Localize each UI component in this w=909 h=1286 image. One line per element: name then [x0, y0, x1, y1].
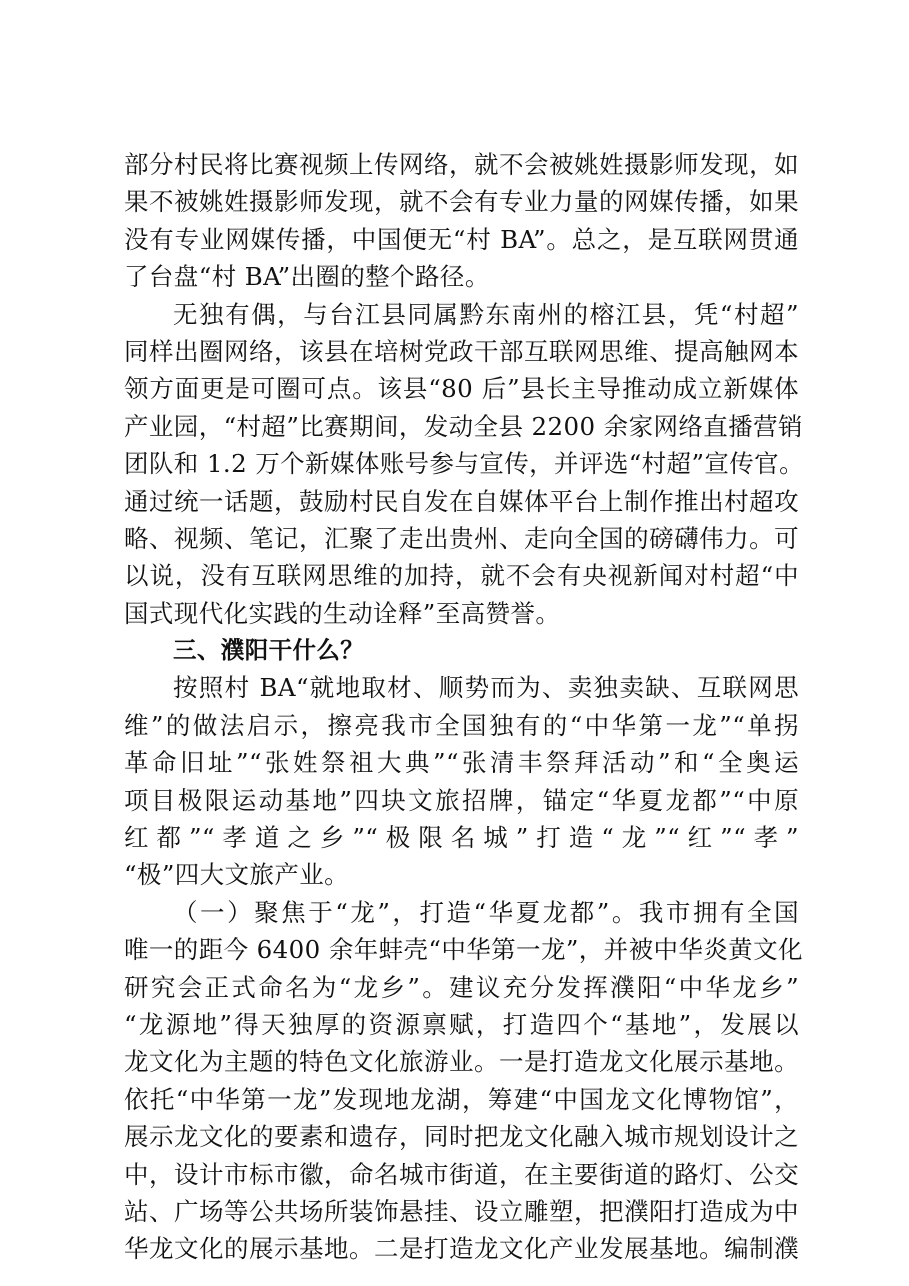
paragraph-start-line: （一）聚焦于“龙”，打造“华夏龙都”。我市拥有全国 — [173, 897, 799, 927]
text-line: 维”的做法启示，擦亮我市全国独有的“中华第一龙”“单拐 — [124, 710, 799, 740]
text-line: 国式现代化实践的生动诠释”至高赞誉。 — [124, 598, 561, 628]
text-line: 略、视频、笔记，汇聚了走出贵州、走向全国的磅礴伟力。可 — [124, 523, 799, 553]
text-line: 果不被姚姓摄影师发现，就不会有专业力量的网媒传播，如果 — [124, 187, 799, 217]
text-line: 没有专业网媒传播，中国便无“村 BA”。总之，是互联网贯通 — [124, 224, 799, 254]
text-line: 革命旧址”“张姓祭祖大典”“张清丰祭拜活动”和“全奥运 — [124, 748, 799, 778]
text-line: 研究会正式命名为“龙乡”。建议充分发挥濮阳“中华龙乡” — [124, 972, 799, 1002]
text-line: 华龙文化的展示基地。二是打造龙文化产业发展基地。编制濮 — [124, 1234, 799, 1264]
paragraph-start-line: 按照村 BA“就地取材、顺势而为、卖独卖缺、互联网思 — [173, 673, 799, 703]
section-heading: 三、濮阳干什么？ — [173, 636, 365, 665]
paragraph-start-line: 无独有偶，与台江县同属黔东南州的榕江县，凭“村超” — [173, 299, 799, 329]
text-line: 站、广场等公共场所装饰悬挂、设立雕塑，把濮阳打造成为中 — [124, 1196, 799, 1226]
text-line: 产业园，“村超”比赛期间，发动全县 2200 余家网络直播营销 — [124, 411, 803, 441]
text-line: 唯一的距今 6400 余年蚌壳“中华第一龙”，并被中华炎黄文化 — [124, 935, 803, 965]
text-line: 中，设计市标市徽，命名城市街道，在主要街道的路灯、公交 — [124, 1159, 799, 1189]
text-line: 团队和 1.2 万个新媒体账号参与宣传，并评选“村超”宣传官。 — [124, 449, 804, 479]
text-line: 领方面更是可圈可点。该县“80 后”县长主导推动成立新媒体 — [124, 374, 799, 404]
text-line: 通过统一话题，鼓励村民自发在自媒体平台上制作推出村超攻 — [124, 486, 799, 516]
text-line: “龙源地”得天独厚的资源禀赋，打造四个“基地”，发展以 — [124, 1009, 799, 1039]
text-line: 了台盘“村 BA”出圈的整个路径。 — [124, 262, 490, 292]
text-line: 项目极限运动基地”四块文旅招牌，锚定“华夏龙都”“中原 — [124, 785, 799, 815]
text-line: 同样出圈网络，该县在培树党政干部互联网思维、提高触网本 — [124, 336, 799, 366]
text-line: 部分村民将比赛视频上传网络，就不会被姚姓摄影师发现，如 — [124, 150, 799, 179]
document-body — [124, 146, 804, 1268]
text-line: “极”四大文旅产业。 — [124, 860, 350, 890]
text-line: 展示龙文化的要素和遗存，同时把龙文化融入城市规划设计之 — [124, 1122, 799, 1152]
text-line: 龙文化为主题的特色文化旅游业。一是打造龙文化展示基地。 — [124, 1047, 799, 1077]
text-line: 依托“中华第一龙”发现地龙湖，筹建“中国龙文化博物馆”， — [124, 1084, 799, 1114]
text-line: 红都”“孝道之乡”“极限名城”打造“龙”“红”“孝” — [124, 823, 799, 853]
text-line: 以说，没有互联网思维的加持，就不会有央视新闻对村超“中 — [124, 561, 799, 591]
